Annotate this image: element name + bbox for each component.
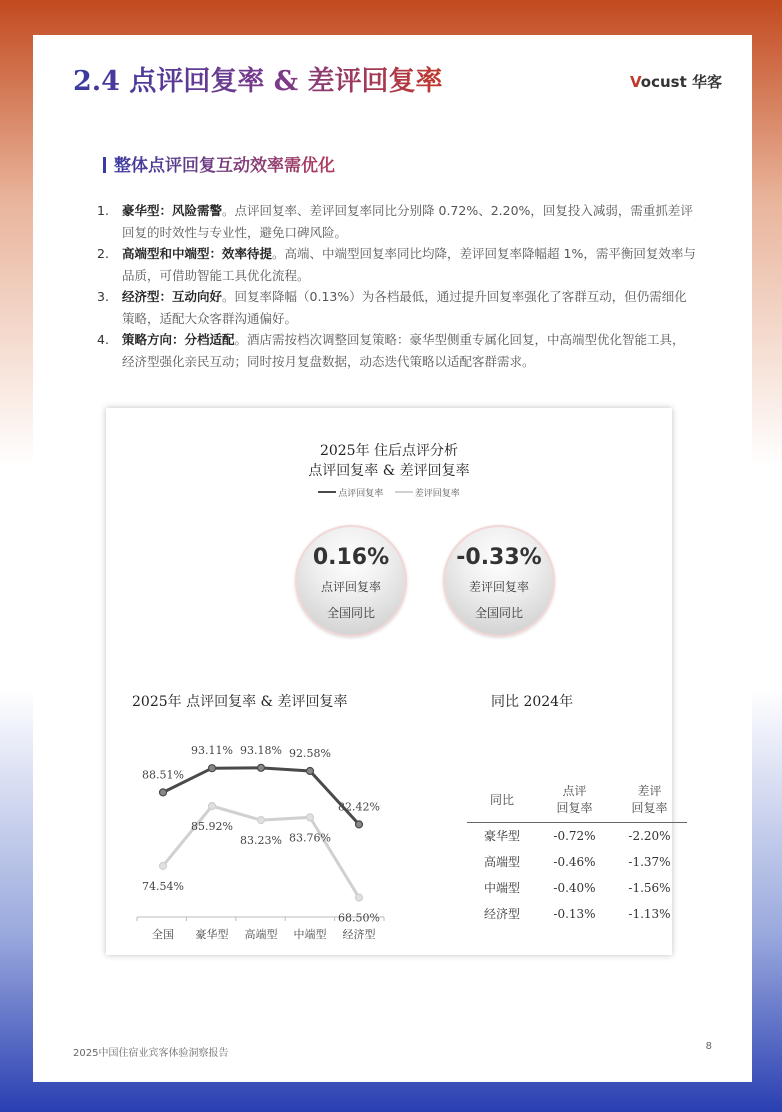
data-point	[356, 821, 363, 828]
x-tick-label: 全国	[152, 928, 174, 941]
line-chart	[106, 408, 446, 955]
chart-legend: 点评回复率 差评回复率	[106, 486, 672, 499]
data-label: 83.23%	[240, 834, 282, 848]
series-line-reply-rate	[163, 768, 359, 825]
table-header-line: 回复率	[556, 801, 593, 815]
chart-title: 2025年 点评回复率 & 差评回复率	[132, 694, 348, 710]
kpi-label: 差评回复率	[468, 580, 529, 594]
data-point	[258, 764, 265, 771]
report-page	[33, 35, 752, 1082]
table-header: 同比	[467, 782, 537, 823]
page-number: 8	[705, 1041, 712, 1052]
yoy-table	[467, 782, 687, 927]
data-label: 74.54%	[142, 879, 184, 893]
analysis-panel	[106, 408, 672, 955]
x-tick-label: 高端型	[244, 928, 278, 941]
table-header-line: 点评	[562, 784, 587, 798]
data-label: 92.58%	[289, 746, 331, 760]
kpi-sub: 全国同比	[326, 606, 375, 620]
panel-title: 2025年 住后点评分析	[319, 443, 459, 459]
data-point	[307, 767, 314, 774]
list-item: 2. 高端型和中端型：效率待提。高端、中端型回复率同比均降，差评回复率降幅超 1%，需平衡回复效率与品质，可借助智能工具优化流程。	[97, 246, 696, 283]
table-header	[537, 782, 612, 823]
data-point	[160, 862, 167, 869]
data-label: 88.51%	[142, 768, 184, 782]
table-row: 豪华型 -0.72% -2.20%	[483, 828, 671, 844]
data-label: 82.42%	[338, 800, 380, 814]
table-header-line: 差评	[637, 784, 662, 798]
table-header	[612, 782, 687, 823]
page-title: 2.4 点评回复率 & 差评回复率	[73, 59, 443, 98]
data-label: 85.92%	[191, 820, 233, 834]
data-point	[258, 817, 265, 824]
kpi-value: 0.16%	[312, 545, 390, 570]
list-item: 4. 策略方向：分档适配。酒店需按档次调整回复策略：豪华型侧重专属化回复，中高端型优化智能工具，经济型强化亲民互动；同时按月复盘数据，动态迭代策略以适配客群需求。	[97, 332, 685, 369]
table-title: 同比 2024年	[491, 694, 574, 710]
x-tick-label: 经济型	[342, 928, 376, 941]
x-tick-label: 豪华型	[195, 928, 229, 941]
data-point	[356, 894, 363, 901]
data-label: 68.50%	[338, 911, 380, 925]
panel-subtitle: 点评回复率 & 差评回复率	[308, 463, 470, 479]
data-point	[160, 789, 167, 796]
list-item: 3. 经济型：互动向好。回复率降幅（0.13%）为各档最低，通过提升回复率强化了客群互动，但仍需细化策略，适配大众客群沟通偏好。	[97, 289, 687, 326]
section-heading: 整体点评回复互动效率需优化	[103, 151, 335, 176]
table-header-line: 回复率	[631, 801, 668, 815]
kpi-label: 点评回复率	[320, 580, 381, 594]
kpi-value: -0.33%	[456, 545, 542, 570]
data-point	[209, 765, 216, 772]
heading-bar	[103, 157, 106, 173]
vocust-logo: Vocust 华客	[630, 73, 722, 91]
footer-report-name: 2025中国住宿业宾客体验洞察报告	[73, 1048, 229, 1059]
kpi-circle-negative	[443, 525, 555, 637]
table-row: 高端型 -0.46% -1.37%	[483, 854, 671, 869]
data-label: 83.76%	[289, 831, 331, 845]
data-point	[307, 814, 314, 821]
table-row: 中端型 -0.40% -1.56%	[483, 880, 671, 895]
key-points-list	[97, 200, 697, 372]
data-label: 93.18%	[240, 743, 282, 757]
data-label: 93.11%	[191, 744, 233, 758]
list-item: 1. 豪华型：风险需警。点评回复率、差评回复率同比分别降 0.72%、2.20%，回复投入减弱，需重抓差评回复的时效性与专业性，避免口碑风险。	[97, 203, 693, 240]
table-row: 经济型 -0.13% -1.13%	[483, 906, 671, 921]
kpi-sub: 全国同比	[474, 606, 523, 620]
x-tick-label: 中端型	[293, 928, 327, 941]
data-point	[209, 803, 216, 810]
